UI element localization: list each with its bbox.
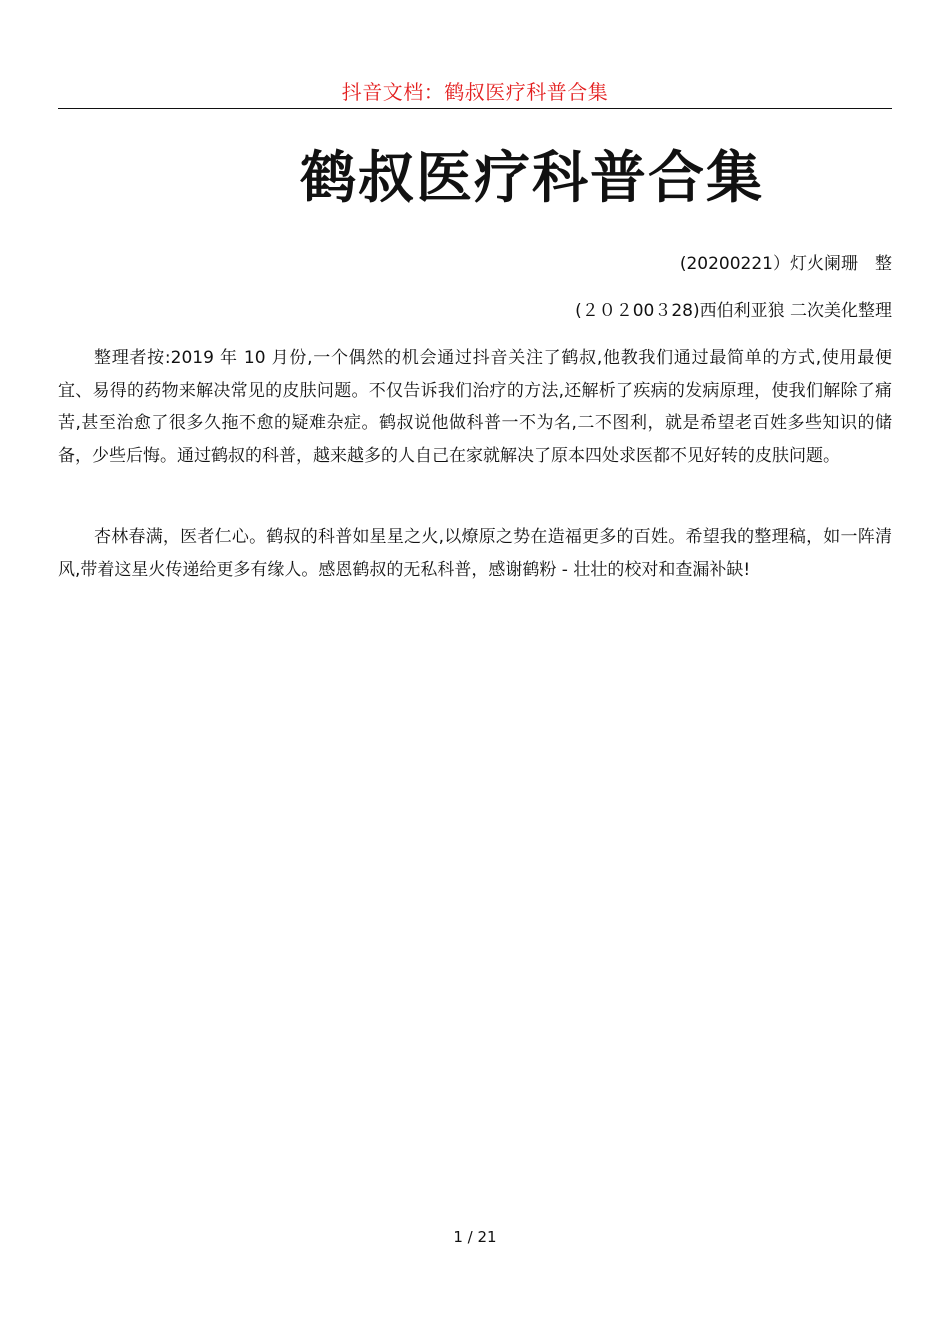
revision-line: (２０２00３28)西伯利亚狼 二次美化整理 — [575, 301, 892, 321]
compiler-line: (20200221）灯火阑珊 整 — [679, 254, 892, 274]
running-header: 抖音文档：鹤叔医疗科普合集 — [341, 80, 609, 104]
document-title: 鹤叔医疗科普合集 — [300, 146, 764, 211]
header-divider — [58, 108, 892, 109]
editor-note-paragraph: 整理者按:2019 年 10 月份,一个偶然的机会通过抖音关注了鹤叔,他教我们通过最简单的方式,使用最便宜、易得的药物来解决常见的皮肤问题。不仅告诉我们治疗的方法,还解析了疾病的发病原理，使我们解除了痛苦,甚至治愈了很多久拖不愈的疑难杂症。鹤叔说他做科普一不为名,二不图利，就是希望老百姓多些知识的储备，少些后悔。通过鹤叔的科普，越来越多的人自己在家就解决了原本四处求医都不见好转的皮肤问题。 — [58, 348, 892, 466]
closing-paragraph: 杏林春满，医者仁心。鹤叔的科普如星星之火,以燎原之势在造福更多的百姓。希望我的整理稿，如一阵清风,带着这星火传递给更多有缘人。感恩鹤叔的无私科普，感谢鹤粉 - 壮壮的校对和查漏补缺! — [58, 527, 892, 580]
page-number: 1 / 21 — [453, 1228, 497, 1246]
